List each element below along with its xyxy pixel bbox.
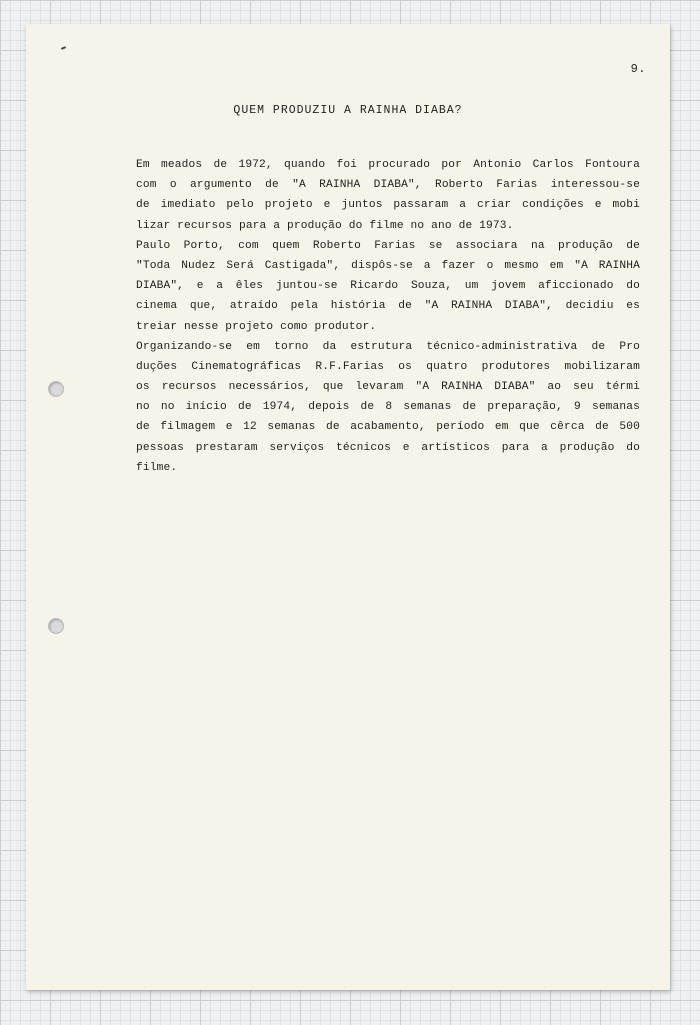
text-line: lizar recursos para a produção do filme no ano de 1973. [136,219,514,232]
text-line: cinema que, atraído pela história de "A RAINHA DIABA", decidiu es [136,300,640,313]
text-line: treiar nesse projeto como produtor. [136,320,377,333]
page-number: 9. [630,62,646,76]
text-line: Em meados de 1972, quando foi procurado por Antonio Carlos Fontoura [136,159,640,171]
text-line: Paulo Porto, com quem Roberto Farias se associara na produção de [136,239,640,252]
text-line: os recursos necessários, que levaram "A RAINHA DIABA" ao seu térmi [136,381,640,394]
text-line: pessoas prestaram serviços técnicos e artísticos para a produção do [136,441,640,454]
text-line: filme. [136,461,178,474]
text-line: Organizando-se em torno da estrutura técnico-administrativa de Pro [136,340,640,353]
text-line: de filmagem e 12 semanas de acabamento, período em que cêrca de 500 [136,421,640,434]
page-title: QUEM PRODUZIU A RAINHA DIABA? [233,104,463,117]
text-line: duções Cinematográficas R.F.Farias os quatro produtores mobilizaram [136,360,640,373]
pen-mark [61,46,66,50]
body-text [136,155,640,478]
document-page [26,24,670,990]
punch-hole-bottom [48,618,64,634]
text-line: DIABA", e a êles juntou-se Ricardo Souza, um jovem aficcionado do [136,280,640,293]
text-line: no no início de 1974, depois de 8 semanas de preparação, 9 semanas [136,401,640,414]
text-line: "Toda Nudez Será Castigada", dispôs-se a fazer o mesmo em "A RAINHA [136,259,640,272]
text-line: de imediato pelo projeto e juntos passaram a criar condições e mobi [136,199,640,212]
text-line: com o argumento de "A RAINHA DIABA", Roberto Farias interessou-se [136,179,640,192]
punch-hole-top [48,381,64,397]
